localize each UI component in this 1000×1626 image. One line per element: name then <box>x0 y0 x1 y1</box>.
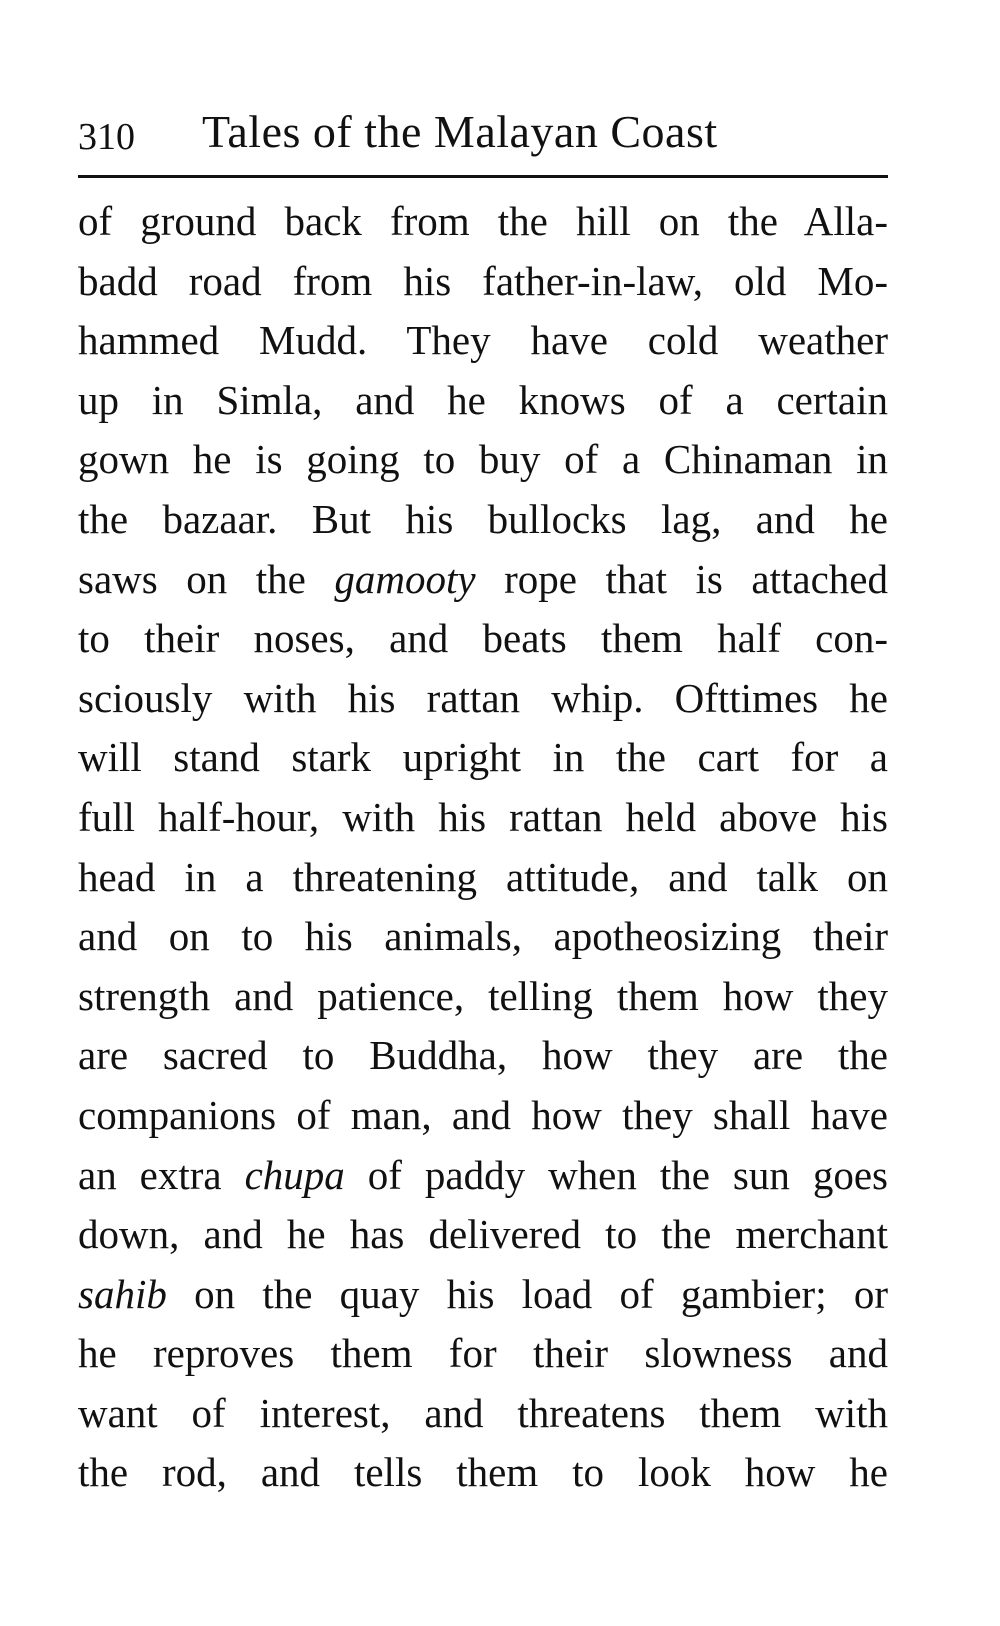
text-line: strength and patience, telling them how they <box>78 972 888 1019</box>
text-line: of ground back from the hill on the Alla- <box>78 198 888 244</box>
text-line: are sacred to Buddha, how they are the <box>78 1032 888 1079</box>
text-line: to their noses, and beats them half con- <box>78 615 888 662</box>
italic-term: gamooty <box>334 555 476 602</box>
text-line: full half-hour, with his rattan held above his <box>78 793 888 840</box>
text-line: an extra chupa of paddy when the sun goes <box>78 1151 888 1198</box>
text-line: down, and he has delivered to the merchant <box>78 1211 888 1258</box>
header-rule <box>78 175 888 178</box>
text-line: companions of man, and how they shall have <box>78 1091 888 1138</box>
text-line: badd road from his father-in-law, old Mo- <box>78 257 888 304</box>
page-number: 310 <box>78 116 135 158</box>
text-line: the bazaar. But his bullocks lag, and he <box>78 495 888 542</box>
italic-term: sahib <box>78 1270 167 1317</box>
text-line: sciously with his rattan whip. Ofttimes he <box>78 674 888 721</box>
text-line: he reproves them for their slowness and <box>78 1330 888 1377</box>
text-line: hammed Mudd. They have cold weather <box>78 317 888 364</box>
text-line: up in Simla, and he knows of a certain <box>78 376 888 423</box>
text-line: saws on the gamooty rope that is attached <box>78 555 888 602</box>
italic-term: chupa <box>244 1151 345 1198</box>
text-line: gown he is going to buy of a Chinaman in <box>78 436 888 483</box>
text-line: want of interest, and threatens them with <box>78 1389 888 1436</box>
text-line: and on to his animals, apotheosizing their <box>78 913 888 960</box>
running-title: Tales of the Malayan Coast <box>202 106 718 157</box>
text-line: sahib on the quay his load of gambier; or <box>78 1270 888 1317</box>
text-line: will stand stark upright in the cart for a <box>78 734 888 781</box>
body-text <box>78 192 888 1503</box>
text-line: head in a threatening attitude, and talk on <box>78 853 888 900</box>
text-line: the rod, and tells them to look how he <box>78 1449 888 1496</box>
page-header <box>78 104 888 164</box>
